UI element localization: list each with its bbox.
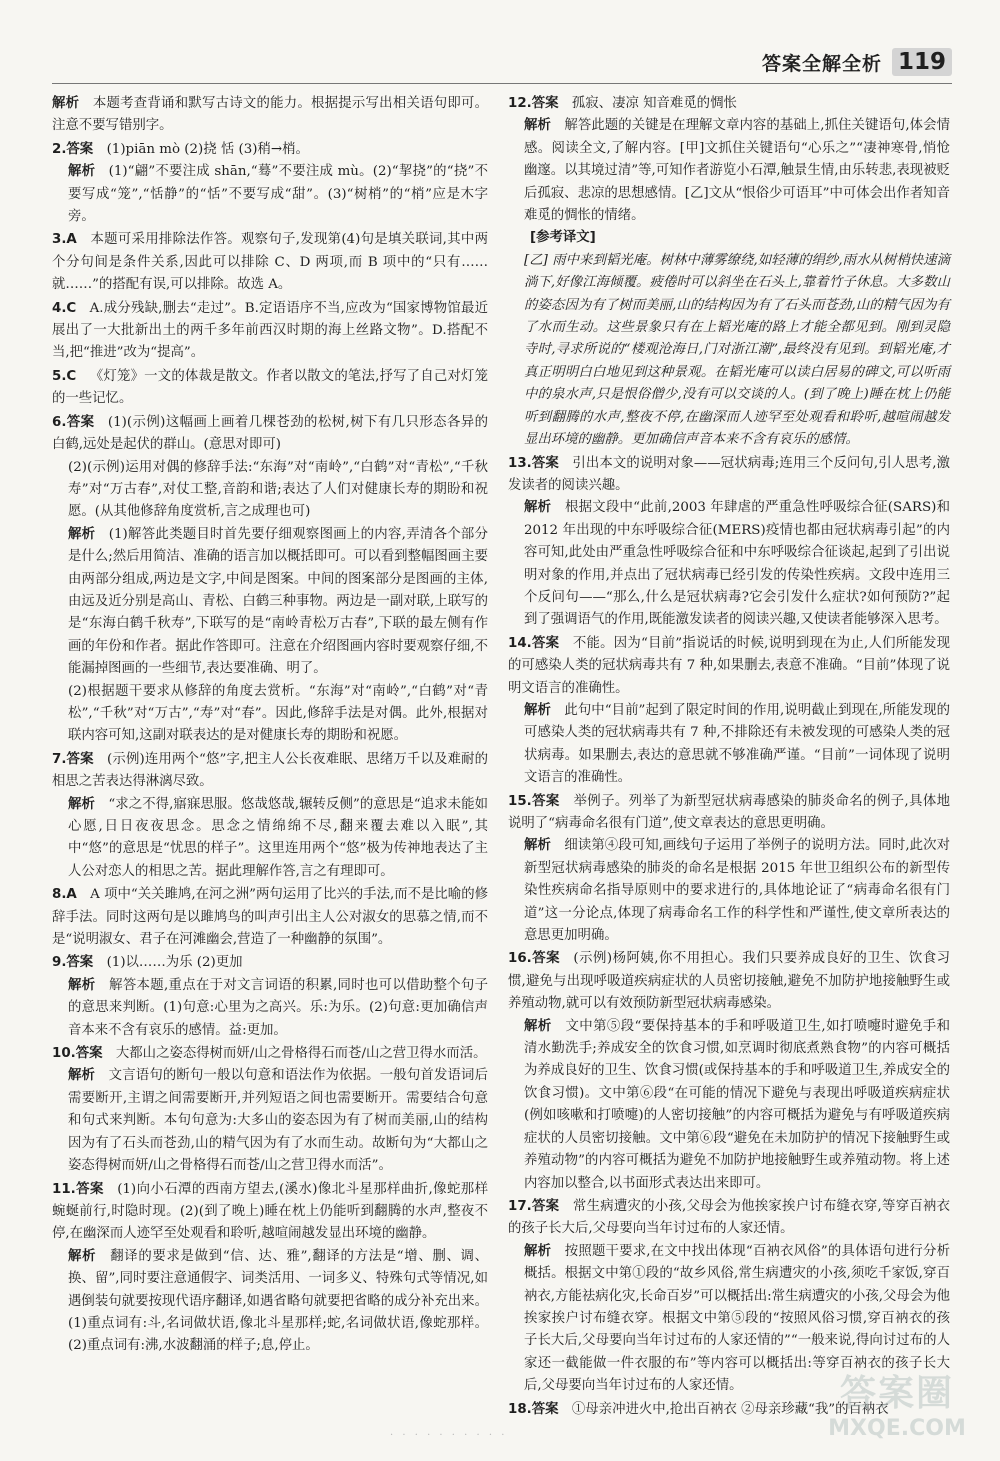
answer-label: 答案	[75, 1046, 103, 1062]
answer-label: 答案	[531, 96, 559, 111]
answer-item	[508, 948, 950, 1194]
watermark-logo	[822, 1363, 972, 1443]
analysis-label: 解析	[68, 526, 96, 542]
answer-text: (1)以……为乐 (2)更加	[106, 955, 243, 971]
question-number: 14.	[508, 635, 532, 651]
answer-item	[508, 791, 950, 948]
answer-text: (1)向小石潭的西南方望去,(溪水)像北斗星那样曲折,像蛇那样蜿蜒前行,时隐时现。(2)(到了晚上)睡在枕上仍能听到翻腾的水声,整夜不停,在幽深而人迹罕至处观看和聆听,越喧闹越发显出环境的幽静。	[52, 1181, 488, 1242]
question-number: 2.	[52, 141, 67, 157]
answer-item	[52, 412, 488, 748]
right-column	[508, 93, 951, 1417]
question-number: 6.	[52, 414, 67, 430]
answer-text: 大都山之姿态得树而妍/山之骨格得石而苍/山之营卫得水而活。	[115, 1046, 487, 1062]
analysis-text: 文中第⑤段“要保持基本的手和呼吸道卫生,如打喷嚏时避免手和清水勤洗手;养成安全的饮食习惯,如烹调时彻底煮熟食物”的内容可概括为养成良好的卫生、饮食习惯(或保持基本的手和呼吸道卫生,养成安全的饮食习惯)。文中第⑥段“在可能的情况下避免与表现出呼吸道疾病症状(例如咳嗽和打喷嚏)的人密切接触”的内容可概括为避免与有呼吸道疾病症状的人员密切接触。文中第⑥段“避免在未加防护的情况下接触野生或养殖动物”的内容可概括为避免不加防护地接触野生或养殖动物。将上述内容加以整合,以书面形式表达出来即可。	[524, 1018, 951, 1191]
answer-item	[52, 298, 488, 365]
analysis-text: 此句中“目前”起到了限定时间的作用,说明截止到现在,所能发现的可感染人类的冠状病毒共有 7 种,不排除还有未被发现的可感染人类的冠状病毒。如果删去,表达的意思就不够准确严谨。“目前”一词体现了说明文语言的准确性。	[524, 702, 951, 786]
analysis-text: 本题考查背诵和默写古诗文的能力。根据提示写出相关语句即可。注意不要写错别字。	[52, 96, 488, 134]
answer-text: 《灯笼》一文的体裁是散文。作者以散文的笔法,抒写了自己对灯笼的一些记忆。	[52, 368, 488, 407]
answer-text: (示例)杨阿姨,你不用担心。我们只要养成良好的卫生、饮食习惯,避免与出现呼吸道疾病症状的人员密切接触,避免不加防护地接触野生或养殖动物,就可以有效预防新型冠状病毒感染。	[508, 951, 951, 1012]
question-number: 15.	[508, 793, 532, 809]
answer-text: (示例)连用两个“悠”字,把主人公长夜难眠、思绪万千以及难耐的相思之苦表达得淋漓尽致。	[52, 751, 488, 790]
answer-label: 答案	[531, 1198, 560, 1214]
answer-text: A 项中“关关雎鸠,在河之洲”两句运用了比兴的手法,而不是比喻的修辞手法。同时这两句是以雎鸠鸟的叫声引出主人公对淑女的思慕之情,而不是“说明淑女、君子在河滩幽会,营造了一种幽静的氛围”。	[52, 887, 488, 948]
analysis-label: 解析	[52, 96, 80, 111]
answer-extra: (2)(示例)运用对偶的修辞手法:“东海”对“南岭”,“白鹤”对“青松”,“千秋寿”对“万古春”,对仗工整,音韵和谐;表达了人们对健康长寿的期盼和祝愿。(从其他修辞角度赏析,言之成理也可)	[68, 459, 488, 520]
answer-item	[52, 884, 488, 951]
analysis-text: (2)根据题干要求从修辞的角度去赏析。“东海”对“南岭”,“白鹤”对“青松”,“千秋”对“万古”,“寿”对“春”。因此,修辞手法是对偶。此外,根据对联内容可知,这副对联表达的是对健康长寿的期盼和祝愿。	[68, 683, 488, 744]
answer-text: 常生病遭灾的小孩,父母会为他挨家挨户讨布缝衣穿,等穿百衲衣的孩子长大后,父母要向当年讨过布的人家还情。	[508, 1198, 951, 1237]
answer-label: 答案	[75, 1181, 104, 1197]
answer-text: ①母亲冲进火中,抢出百衲衣 ②母亲珍藏“我”的百衲衣	[571, 1401, 889, 1417]
analysis-text: (1)解答此类题目时首先要仔细观察图画上的内容,弄清各个部分是什么;然后用简洁、准确的语言加以概括即可。可以看到整幅图画主要由两部分组成,两边是文字,中间是图案。中间的图案部分是图画的主体,由远及近分别是高山、青松、白鹤三种事物。两边是一副对联,上联写的是“东海白鹤千秋寿”,下联写的是“南岭青松万古春”,下联的最左侧有作画的年份和作者。据此作答即可。注意在介绍图画内容时要观察仔细,不能漏掉图画的一些细节,表达要准确、明了。	[68, 526, 488, 677]
question-number: 8.A	[52, 887, 77, 903]
question-number: 13.	[508, 455, 532, 471]
answer-text: 举例子。列举了为新型冠状病毒感染的肺炎命名的例子,具体地说明了“病毒命名很有门道”,使文章表达的意思更明确。	[508, 793, 951, 831]
footer-mark: · · · · · · · · · ·	[390, 1430, 508, 1441]
question-number: 5.C	[52, 368, 77, 384]
question-number: 18.	[508, 1401, 532, 1417]
analysis-label: 解析	[524, 1018, 552, 1034]
question-number: 12.	[508, 96, 532, 111]
answer-text: A.成分残缺,删去“走过”。B.定语语序不当,应改为“国家博物馆最近展出了一大批新出土的两千多年前西汉时期的海上丝路文物”。D.搭配不当,把“推进”改为“提高”。	[52, 300, 488, 361]
analysis-text: 解答此题的关键是在理解文章内容的基础上,抓住关键语句,体会情感。阅读全文,了解内容。[甲]文抓住关键语句“心乐之”“凄神寒骨,悄怆幽邃。以其境过清”等,可知作者游览小石潭,触景生情,由乐转悲,表现被贬后孤寂、悲凉的思想感情。[乙]文从“恨俗少可语耳”中可体会出作者知音难觅的惆怅的情绪。	[524, 118, 951, 224]
analysis-label: 解析	[68, 164, 96, 180]
analysis-label: 解析	[524, 702, 551, 718]
question-number: 11.	[52, 1181, 76, 1197]
watermark-url: MXQE.COM	[828, 1416, 966, 1441]
left-column	[52, 93, 488, 1395]
analysis-text: “求之不得,寤寐思服。悠哉悠哉,辗转反侧”的意思是“追求未能如心愿,日日夜夜思念。思念之情绵绵不尽,翻来覆去难以入眠”,其中“悠”的意思是“忧思的样子”。这里连用两个“悠”极为传神地表达了主人公对恋人的相思之苦。据此理解作答,言之有理即可。	[68, 796, 488, 879]
answer-item	[52, 93, 488, 138]
question-number: 4.C	[52, 300, 77, 316]
question-number: 3.A	[52, 232, 77, 248]
answer-item	[508, 93, 950, 452]
analysis-text: (1)“翩”不要注成 shān,“蓦”不要注成 mù。(2)“挈挠”的“挠”不要写成“笼”,“恬静”的“恬”不要写成“甜”。(3)“树梢”的“梢”应是木字旁。	[68, 164, 488, 225]
analysis-label: 解析	[524, 1243, 552, 1259]
answer-label: 答案	[531, 635, 560, 651]
analysis-text: 细读第④段可知,画线句子运用了举例子的说明方法。同时,此次对新型冠状病毒感染的肺炎的命名是根据 2015 年世卫组织公布的新型传染性疾病命名指导原则中的要求进行的,具体地论证了“病毒命名很有门道”这一分论点,体现了病毒命名工作的科学性和严谨性,使文章所表达的意思更加明确。	[524, 838, 951, 944]
answer-label: 答案	[531, 455, 559, 471]
answer-label: 答案	[531, 793, 560, 809]
answer-item	[52, 1179, 488, 1358]
reference-translation: [乙] 雨中来到韬光庵。树林中薄雾缭绕,如轻薄的绢纱,雨水从树梢快速滴淌下,好像江海倾覆。疲倦时可以斜坐在石头上,靠着竹子休息。大多数山的姿态因为有了树而美丽,山的结构因为有了石头而苍劲,山的精气因为有了水而生动。这些景象只有在上韬光庵的路上才能全都见到。刚到灵隐寺时,寻求所说的“楼观沧海日,门对浙江潮”,最终没有见到。到韬光庵,才真正明明白白地见到这种景观。在韬光庵可以读白居易的碑文,可以听雨中的泉水声,只是恨俗僧少,没有可以交谈的人。(到了晚上)睡在枕上仍能听到翻腾的水声,整夜不停,在幽深而人迹罕至处观看和聆听,越喧闹越发显出环境的幽静。更加确信声音本来不含有哀乐的感情。	[524, 252, 950, 448]
watermark-logo-text: 答案圈	[839, 1373, 954, 1414]
reference-translation-label: [参考译文]	[530, 230, 596, 246]
answer-label: 答案	[66, 955, 94, 971]
analysis-text: 翻译的要求是做到“信、达、雅”,翻译的方法是“增、删、调、换、留”,同时要注意通假字、词类活用、一词多义、特殊句式等情况,如遇倒装句就要按现代语序翻译,如遇省略句就要把省略的成分补充出来。(1)重点词有:斗,名词做状语,像北斗星那样;蛇,名词做状语,像蛇那样。(2)重点词有:沸,水波翻涌的样子;息,停止。	[68, 1248, 489, 1354]
answer-item	[52, 366, 488, 411]
answer-item	[508, 453, 950, 632]
answer-item	[52, 229, 488, 296]
answer-text: 引出本文的说明对象——冠状病毒;连用三个反问句,引人思考,激发读者的阅读兴趣。	[508, 455, 951, 493]
question-number: 9.	[52, 955, 67, 971]
question-number: 17.	[508, 1198, 532, 1214]
analysis-text: 按照题干要求,在文中找出体现“百衲衣风俗”的具体语句进行分析概括。根据文中第①段的“故乡风俗,常生病遭灾的小孩,须吃千家饭,穿百衲衣,方能祛病化灾,长命百岁”可以概括出:常生病遭灾的小孩,父母会为他挨家挨户讨布缝衣穿。根据文中第⑤段的“按照风俗习惯,穿百衲衣的孩子长大后,父母要向当年讨过布的人家还情的”“一般来说,得向讨过布的人家还一截能做一件衣服的布”等内容可以概括出:等穿百衲衣的孩子长大后,父母要向当年讨过布的人家还情。	[524, 1243, 951, 1394]
analysis-label: 解析	[524, 118, 551, 134]
analysis-label: 解析	[68, 977, 96, 993]
answer-text: 本题可采用排除法作答。观察句子,发现第(4)句是填关联词,其中两个分句间是条件关系,因此可以排除 C、D 两项,而 B 项中的“只有……就……”的搭配有误,可以排除。故选 A。	[52, 232, 488, 293]
answer-item	[52, 952, 488, 1042]
answer-text: 孤寂、凄凉 知音难觅的惆怅	[571, 96, 737, 111]
answer-text: (1)(示例)这幅画上画着几棵苍劲的松树,树下有几只形态各异的白鹤,远处是起伏的群山。(意思对即可)	[52, 414, 489, 453]
question-number: 16.	[508, 951, 532, 967]
answer-label: 答案	[66, 414, 95, 430]
answer-text: (1)piān mò (2)挠 恬 (3)稍→梢。	[106, 141, 309, 157]
analysis-text: 文言语句的断句一般以句意和语法作为依据。一般句首发语词后需要断开,主谓之间需要断开,并列短语之间也需要断开。需要结合句意和句式来判断。本句句意为:大多山的姿态因为有了树而美丽,山的结构因为有了石头而苍劲,山的精气因为有了水而生动。故断句为“大都山之姿态得树而妍/山之骨格得石而苍/山之营卫得水而活”。	[68, 1068, 488, 1174]
answer-item	[52, 1043, 488, 1177]
analysis-label: 解析	[524, 500, 552, 516]
analysis-label: 解析	[68, 1248, 97, 1264]
analysis-label: 解析	[68, 1068, 96, 1084]
question-number: 10.	[52, 1046, 76, 1062]
page-number: 119	[892, 48, 952, 76]
analysis-text: 根据文段中“此前,2003 年肆虐的严重急性呼吸综合征(SARS)和 2012 年出现的中东呼吸综合征(MERS)疫情也都由冠状病毒引起”的内容可知,此处由严重急性呼吸综合征和中东呼吸综合征谈起,起到了引出说明对象的作用,并点出了冠状病毒已经引发的传染性疾病。文段中连用三个反问句——“那么,什么是冠状病毒?它会引发什么症状?如何预防?”起到了强调语气的作用,既能激发读者的阅读兴趣,又使读者能够深入思考。	[524, 500, 951, 628]
answer-text: 不能。因为“目前”指说话的时候,说明到现在为止,人们所能发现的可感染人类的冠状病毒共有 7 种,如果删去,表意不准确。“目前”体现了说明文语言的准确性。	[508, 635, 950, 696]
header-title: 答案全解全析	[761, 52, 882, 75]
analysis-text: 解答本题,重点在于对文言词语的积累,同时也可以借助整个句子的意思来判断。(1)句意:心里为之高兴。乐:为乐。(2)句意:更加确信声音本来不含有哀乐的感情。益:更加。	[68, 977, 489, 1038]
answer-label: 答案	[531, 951, 560, 967]
answer-item	[508, 633, 950, 790]
analysis-label: 解析	[68, 796, 95, 812]
analysis-label: 解析	[524, 838, 551, 854]
question-number: 7.	[52, 751, 67, 767]
answer-item	[52, 749, 488, 883]
page-header	[762, 48, 952, 76]
answer-item	[52, 139, 488, 229]
answer-label: 答案	[66, 751, 94, 767]
answer-label: 答案	[531, 1401, 559, 1417]
header-rule	[52, 83, 952, 84]
answer-label: 答案	[66, 141, 94, 157]
